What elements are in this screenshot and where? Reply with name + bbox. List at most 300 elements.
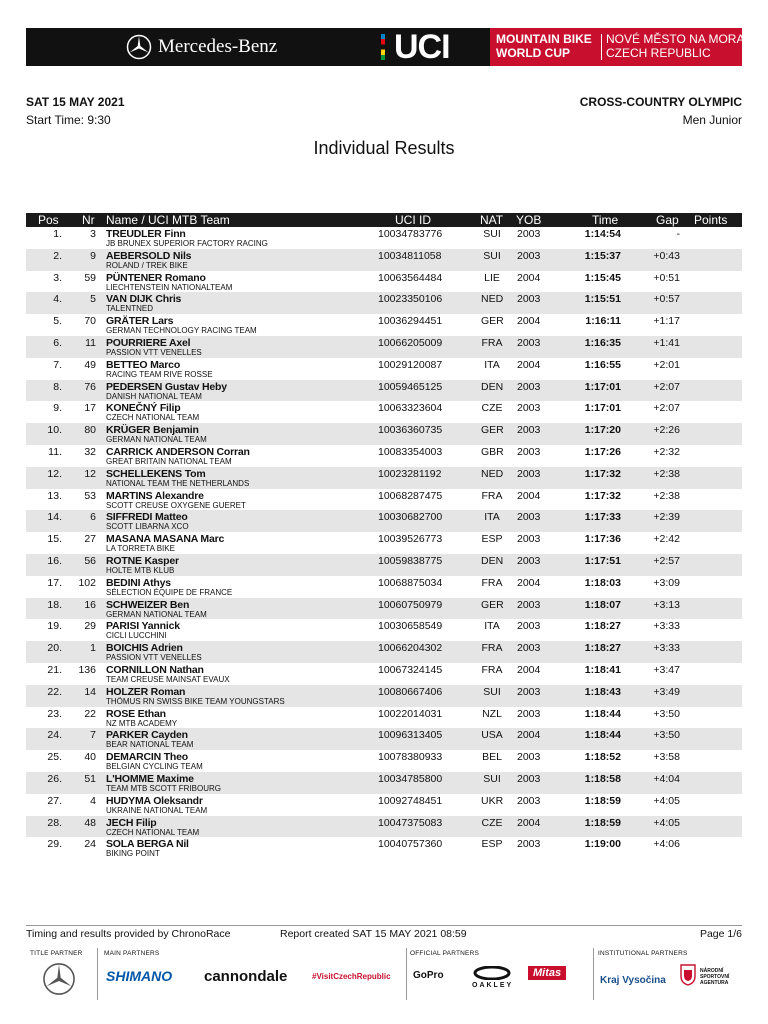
bib-number-cell: 1 bbox=[90, 642, 96, 655]
time-cell: 1:14:54 bbox=[584, 228, 621, 240]
time-cell: 1:17:20 bbox=[584, 424, 621, 437]
time-cell: 1:18:27 bbox=[584, 620, 621, 633]
gap-cell: +0:51 bbox=[653, 271, 680, 284]
year-of-birth-cell: 2003 bbox=[517, 424, 541, 437]
nationality-cell: GBR bbox=[481, 445, 504, 458]
uci-id-cell: 10067324145 bbox=[378, 663, 443, 676]
gap-cell: +0:43 bbox=[653, 249, 680, 262]
bib-number-cell: 11 bbox=[85, 336, 96, 349]
gap-cell: +3:33 bbox=[653, 642, 680, 655]
rider-name-cell: MASANA MASANA Marc bbox=[106, 533, 225, 546]
rider-name-cell: POURRIERE Axel bbox=[106, 336, 191, 349]
time-cell: 1:17:32 bbox=[584, 467, 621, 480]
nationality-cell: UKR bbox=[481, 794, 504, 807]
nationality-cell: DEN bbox=[481, 380, 504, 393]
time-cell: 1:17:33 bbox=[584, 511, 621, 524]
time-cell: 1:16:11 bbox=[585, 315, 621, 328]
uci-logo: UCI bbox=[394, 28, 450, 66]
nationality-cell: DEN bbox=[481, 554, 504, 567]
position-cell: 22. bbox=[47, 685, 62, 698]
time-cell: 1:18:43 bbox=[584, 685, 621, 698]
time-cell: 1:15:37 bbox=[584, 249, 621, 262]
position-cell: 6. bbox=[53, 336, 62, 349]
year-of-birth-cell: 2003 bbox=[517, 772, 541, 785]
bib-number-cell: 59 bbox=[84, 271, 96, 284]
team-name-cell: BEAR NATIONAL TEAM bbox=[106, 740, 194, 750]
table-row bbox=[26, 510, 742, 532]
visit-czech-logo: #VisitCzechRepublic bbox=[312, 972, 391, 981]
bib-number-cell: 24 bbox=[84, 838, 96, 851]
uci-id-cell: 10063323604 bbox=[378, 402, 443, 415]
nationality-cell: SUI bbox=[483, 228, 501, 240]
position-cell: 17. bbox=[47, 576, 62, 589]
time-cell: 1:18:58 bbox=[584, 772, 621, 785]
uci-id-cell: 10034783776 bbox=[378, 228, 443, 240]
table-header bbox=[26, 213, 742, 227]
time-cell: 1:18:41 bbox=[584, 663, 621, 676]
gap-cell: +3:47 bbox=[653, 663, 680, 676]
uci-id-cell: 10092748451 bbox=[378, 794, 443, 807]
bib-number-cell: 32 bbox=[84, 445, 96, 458]
uci-id-cell: 10034811058 bbox=[378, 249, 442, 262]
nationality-cell: GER bbox=[481, 598, 504, 611]
uci-id-cell: 10060750979 bbox=[378, 598, 443, 611]
team-name-cell: NZ MTB ACADEMY bbox=[106, 718, 178, 728]
year-of-birth-cell: 2004 bbox=[517, 358, 541, 371]
team-name-cell: LA TORRETA BIKE bbox=[106, 544, 175, 554]
bib-number-cell: 6 bbox=[90, 511, 96, 524]
table-row bbox=[26, 336, 742, 358]
position-cell: 23. bbox=[47, 707, 62, 720]
table-row bbox=[26, 707, 742, 729]
team-name-cell: JB BRUNEX SUPERIOR FACTORY RACING bbox=[106, 239, 268, 248]
team-name-cell: SCOTT CREUSE OXYGENE GUERET bbox=[106, 500, 246, 510]
rider-name-cell: BOICHIS Adrien bbox=[106, 642, 183, 655]
team-name-cell: GREAT BRITAIN NATIONAL TEAM bbox=[106, 456, 232, 466]
bib-number-cell: 12 bbox=[84, 467, 96, 480]
main-partners-label: MAIN PARTNERS bbox=[104, 950, 160, 957]
team-name-cell: UKRAINE NATIONAL TEAM bbox=[106, 805, 208, 815]
bib-number-cell: 70 bbox=[84, 315, 96, 328]
uci-id-cell: 10034785800 bbox=[378, 772, 443, 785]
year-of-birth-cell: 2003 bbox=[517, 707, 541, 720]
rider-name-cell: ROSE Ethan bbox=[106, 707, 166, 720]
gap-cell: +2:07 bbox=[653, 380, 680, 393]
time-cell: 1:16:55 bbox=[584, 358, 621, 371]
nationality-cell: NZL bbox=[482, 707, 502, 720]
time-cell: 1:18:44 bbox=[584, 707, 621, 720]
year-of-birth-cell: 2003 bbox=[517, 402, 541, 415]
event-category: Men Junior bbox=[682, 113, 742, 127]
table-row bbox=[26, 772, 742, 794]
oakley-logo: OAKLEY bbox=[472, 982, 514, 989]
rider-name-cell: PÜNTENER Romano bbox=[106, 271, 206, 284]
position-cell: 18. bbox=[47, 598, 62, 611]
nationality-cell: FRA bbox=[481, 489, 503, 502]
oakley-ellipse-icon bbox=[472, 966, 512, 980]
nationality-cell: CZE bbox=[481, 816, 503, 829]
rider-name-cell: PEDERSEN Gustav Heby bbox=[106, 380, 227, 393]
year-of-birth-cell: 2003 bbox=[517, 380, 541, 393]
table-row bbox=[26, 641, 742, 663]
shimano-logo: SHIMANO bbox=[106, 968, 173, 984]
sports-agency-logo: NÁRODNÍ SPORTOVNÍ AGENTURA bbox=[700, 968, 730, 986]
brand-name: Mercedes-Benz bbox=[158, 36, 278, 57]
team-name-cell: BELGIAN CYCLING TEAM bbox=[106, 762, 203, 772]
team-name-cell: GERMAN NATIONAL TEAM bbox=[106, 609, 207, 619]
time-cell: 1:16:35 bbox=[584, 336, 621, 349]
position-cell: 13. bbox=[47, 489, 62, 502]
year-of-birth-cell: 2003 bbox=[517, 554, 541, 567]
time-cell: 1:18:59 bbox=[584, 794, 621, 807]
gap-cell: +2:38 bbox=[653, 489, 680, 502]
nationality-cell: LIE bbox=[484, 271, 500, 284]
page-number: Page 1/6 bbox=[699, 928, 742, 940]
uci-id-cell: 10066204302 bbox=[378, 642, 443, 655]
gap-cell: +3:09 bbox=[653, 576, 680, 589]
footer-divider bbox=[26, 925, 742, 926]
position-cell: 20. bbox=[47, 642, 62, 655]
uci-id-cell: 10068287475 bbox=[378, 489, 443, 502]
team-name-cell: BIKING POINT bbox=[106, 849, 160, 859]
table-row bbox=[26, 794, 742, 816]
institutional-partners-label: INSTITUTIONAL PARTNERS bbox=[598, 950, 688, 957]
nationality-cell: ITA bbox=[484, 358, 500, 371]
rider-name-cell: SIFFREDI Matteo bbox=[106, 511, 188, 524]
bib-number-cell: 53 bbox=[84, 489, 96, 502]
team-name-cell: SCOTT LIBARNA XCO bbox=[106, 522, 189, 532]
position-cell: 9. bbox=[53, 402, 62, 415]
bib-number-cell: 7 bbox=[90, 729, 96, 742]
rider-name-cell: CARRICK ANDERSON Corran bbox=[106, 445, 250, 458]
team-name-cell: SÉLECTION ÉQUIPE DE FRANCE bbox=[106, 587, 233, 597]
position-cell: 5. bbox=[53, 315, 62, 328]
time-cell: 1:17:01 bbox=[584, 402, 621, 415]
partner-divider bbox=[97, 948, 98, 1000]
time-cell: 1:15:45 bbox=[584, 271, 621, 284]
bib-number-cell: 3 bbox=[90, 228, 96, 240]
rider-name-cell: HUDYMA Oleksandr bbox=[106, 794, 203, 807]
uci-id-cell: 10080667406 bbox=[378, 685, 443, 698]
team-name-cell: TEAM MTB SCOTT FRIBOURG bbox=[106, 783, 221, 793]
table-row bbox=[26, 750, 742, 772]
page-title: Individual Results bbox=[313, 138, 455, 158]
nationality-cell: FRA bbox=[481, 663, 503, 676]
position-cell: 27. bbox=[47, 794, 62, 807]
position-cell: 7. bbox=[53, 358, 62, 371]
rider-name-cell: KRÜGER Benjamin bbox=[106, 424, 199, 437]
rider-name-cell: CORNILLON Nathan bbox=[106, 663, 204, 676]
year-of-birth-cell: 2004 bbox=[517, 489, 541, 502]
team-name-cell: RACING TEAM RIVE ROSSE bbox=[106, 369, 213, 379]
mercedes-star-icon bbox=[42, 962, 76, 996]
bib-number-cell: 80 bbox=[84, 424, 96, 437]
uci-id-cell: 10039526773 bbox=[378, 533, 443, 546]
cannondale-logo: cannondale bbox=[204, 968, 288, 985]
bib-number-cell: 136 bbox=[78, 663, 96, 676]
uci-id-cell: 10030658549 bbox=[378, 620, 443, 633]
year-of-birth-cell: 2003 bbox=[517, 642, 541, 655]
time-cell: 1:17:36 bbox=[584, 533, 621, 546]
position-cell: 21. bbox=[47, 663, 62, 676]
gap-cell: +4:04 bbox=[653, 772, 680, 785]
rider-name-cell: DEMARCIN Theo bbox=[106, 751, 188, 764]
start-time: Start Time: 9:30 bbox=[26, 113, 111, 127]
position-cell: 24. bbox=[47, 729, 62, 742]
time-cell: 1:19:00 bbox=[584, 838, 621, 851]
position-cell: 26. bbox=[47, 772, 62, 785]
venue-name: NOVÉ MĚSTO NA MORAVĚ CZECH REPUBLIC bbox=[606, 32, 760, 60]
nationality-cell: SUI bbox=[483, 685, 501, 698]
table-row bbox=[26, 728, 742, 750]
bib-number-cell: 22 bbox=[84, 707, 96, 720]
rider-name-cell: HOLZER Roman bbox=[106, 685, 186, 698]
gap-cell: +2:32 bbox=[653, 445, 680, 458]
gap-cell: +3:50 bbox=[653, 729, 680, 742]
time-cell: 1:15:51 bbox=[584, 293, 621, 306]
gap-cell: +2:01 bbox=[653, 358, 680, 371]
uci-id-cell: 10059465125 bbox=[378, 380, 443, 393]
event-banner bbox=[26, 28, 760, 66]
bib-number-cell: 48 bbox=[84, 816, 96, 829]
col-uci-id: UCI ID bbox=[395, 213, 431, 227]
bib-number-cell: 76 bbox=[84, 380, 96, 393]
report-created: Report created SAT 15 MAY 2021 08:59 bbox=[280, 928, 467, 940]
uci-id-cell: 10022014031 bbox=[378, 707, 443, 720]
gap-cell: +2:57 bbox=[653, 554, 680, 567]
bib-number-cell: 40 bbox=[84, 751, 96, 764]
position-cell: 28. bbox=[47, 816, 62, 829]
team-name-cell: DANISH NATIONAL TEAM bbox=[106, 391, 202, 401]
nationality-cell: ITA bbox=[484, 620, 500, 633]
year-of-birth-cell: 2003 bbox=[517, 751, 541, 764]
results-table bbox=[26, 227, 742, 859]
table-row bbox=[26, 489, 742, 511]
uci-id-cell: 10083354003 bbox=[378, 445, 443, 458]
year-of-birth-cell: 2004 bbox=[517, 729, 541, 742]
gap-cell: +2:38 bbox=[653, 467, 680, 480]
position-cell: 16. bbox=[47, 554, 62, 567]
team-name-cell: TALENTNED bbox=[106, 304, 153, 314]
timing-credit: Timing and results provided by ChronoRace bbox=[26, 928, 231, 940]
year-of-birth-cell: 2003 bbox=[517, 511, 541, 524]
position-cell: 11. bbox=[48, 445, 62, 458]
table-row bbox=[26, 292, 742, 314]
gap-cell: +4:05 bbox=[653, 794, 680, 807]
table-row bbox=[26, 837, 742, 859]
rider-name-cell: BEDINI Athys bbox=[106, 576, 171, 589]
bib-number-cell: 5 bbox=[90, 293, 96, 306]
gap-cell: +2:07 bbox=[653, 402, 680, 415]
year-of-birth-cell: 2003 bbox=[517, 336, 541, 349]
team-name-cell: NATIONAL TEAM THE NETHERLANDS bbox=[106, 478, 250, 488]
uci-id-cell: 10078380933 bbox=[378, 751, 443, 764]
bib-number-cell: 27 bbox=[84, 533, 96, 546]
nationality-cell: NED bbox=[481, 467, 504, 480]
bib-number-cell: 9 bbox=[90, 249, 96, 262]
position-cell: 3. bbox=[53, 271, 62, 284]
table-row bbox=[26, 816, 742, 838]
nationality-cell: BEL bbox=[482, 751, 502, 764]
rider-name-cell: JECH Filip bbox=[106, 816, 157, 829]
nationality-cell: ESP bbox=[481, 533, 503, 546]
table-row bbox=[26, 445, 742, 467]
team-name-cell: LIECHTENSTEIN NATIONALTEAM bbox=[106, 282, 233, 292]
bib-number-cell: 4 bbox=[90, 794, 96, 807]
position-cell: 25. bbox=[47, 751, 62, 764]
table-row bbox=[26, 358, 742, 380]
partner-divider bbox=[406, 948, 407, 1000]
year-of-birth-cell: 2004 bbox=[517, 315, 541, 328]
table-row bbox=[26, 663, 742, 685]
uci-id-cell: 10068875034 bbox=[378, 576, 443, 589]
uci-id-cell: 10096313405 bbox=[378, 729, 443, 742]
table-row bbox=[26, 314, 742, 336]
rider-name-cell: VAN DIJK Chris bbox=[106, 293, 182, 306]
event-discipline: CROSS-COUNTRY OLYMPIC bbox=[579, 95, 742, 109]
nationality-cell: GER bbox=[481, 424, 504, 437]
gap-cell: - bbox=[676, 228, 680, 240]
position-cell: 19. bbox=[47, 620, 62, 633]
position-cell: 15. bbox=[47, 533, 62, 546]
rider-name-cell: L'HOMME Maxime bbox=[106, 772, 194, 785]
team-name-cell: PASSION VTT VENELLES bbox=[106, 653, 202, 663]
year-of-birth-cell: 2004 bbox=[517, 576, 541, 589]
table-row bbox=[26, 227, 742, 249]
year-of-birth-cell: 2004 bbox=[517, 271, 541, 284]
gap-cell: +2:39 bbox=[653, 511, 680, 524]
nationality-cell: USA bbox=[481, 729, 503, 742]
uci-id-cell: 10030682700 bbox=[378, 511, 443, 524]
year-of-birth-cell: 2003 bbox=[517, 794, 541, 807]
czech-shield-icon bbox=[680, 964, 696, 986]
uci-id-cell: 10047375083 bbox=[378, 816, 443, 829]
time-cell: 1:18:52 bbox=[584, 751, 621, 764]
year-of-birth-cell: 2003 bbox=[517, 445, 541, 458]
table-row bbox=[26, 619, 742, 641]
nationality-cell: SUI bbox=[483, 249, 501, 262]
position-cell: 4. bbox=[53, 293, 62, 306]
rider-name-cell: PARKER Cayden bbox=[106, 729, 188, 742]
table-row bbox=[26, 576, 742, 598]
gap-cell: +3:49 bbox=[653, 685, 680, 698]
gap-cell: +0:57 bbox=[653, 293, 680, 306]
time-cell: 1:18:07 bbox=[584, 598, 621, 611]
table-row bbox=[26, 271, 742, 293]
team-name-cell: HOLTE MTB KLUB bbox=[106, 565, 175, 575]
kraj-vysocina-logo: Kraj Vysočina bbox=[600, 975, 666, 986]
year-of-birth-cell: 2003 bbox=[517, 838, 541, 851]
position-cell: 2. bbox=[53, 249, 62, 262]
rider-name-cell: KONEČNÝ Filip bbox=[106, 402, 181, 415]
position-cell: 8. bbox=[53, 380, 62, 393]
rider-name-cell: SCHELLEKENS Tom bbox=[106, 467, 206, 480]
table-row bbox=[26, 401, 742, 423]
uci-id-cell: 10036294451 bbox=[378, 315, 443, 328]
position-cell: 14. bbox=[47, 511, 62, 524]
gap-cell: +1:41 bbox=[653, 336, 680, 349]
mitas-logo: Mitas bbox=[528, 966, 566, 980]
bib-number-cell: 14 bbox=[84, 685, 96, 698]
col-name: Name / UCI MTB Team bbox=[106, 213, 230, 227]
year-of-birth-cell: 2003 bbox=[517, 620, 541, 633]
time-cell: 1:18:59 bbox=[584, 816, 621, 829]
official-partners-label: OFFICIAL PARTNERS bbox=[410, 950, 480, 957]
year-of-birth-cell: 2003 bbox=[517, 228, 541, 240]
uci-id-cell: 10023350106 bbox=[378, 293, 443, 306]
uci-id-cell: 10029120087 bbox=[378, 358, 443, 371]
nationality-cell: FRA bbox=[481, 336, 503, 349]
time-cell: 1:17:51 bbox=[584, 554, 621, 567]
time-cell: 1:17:26 bbox=[584, 445, 621, 458]
partner-divider bbox=[593, 948, 594, 1000]
team-name-cell: THÖMUS RN SWISS BIKE TEAM YOUNGSTARS bbox=[106, 696, 285, 706]
col-points: Points bbox=[694, 213, 728, 227]
position-cell: 1. bbox=[53, 228, 62, 240]
col-nr: Nr bbox=[82, 213, 95, 227]
team-name-cell: TEAM CREUSE MAINSAT EVAUX bbox=[106, 674, 230, 684]
uci-id-cell: 10066205009 bbox=[378, 336, 443, 349]
table-row bbox=[26, 685, 742, 707]
nationality-cell: SUI bbox=[483, 772, 501, 785]
col-time: Time bbox=[592, 213, 619, 227]
nationality-cell: GER bbox=[481, 315, 504, 328]
year-of-birth-cell: 2003 bbox=[517, 467, 541, 480]
col-yob: YOB bbox=[516, 213, 542, 227]
time-cell: 1:17:01 bbox=[584, 380, 621, 393]
series-name: MOUNTAIN BIKE WORLD CUP bbox=[496, 32, 592, 60]
nationality-cell: ESP bbox=[481, 838, 503, 851]
table-row bbox=[26, 467, 742, 489]
rider-name-cell: BETTEO Marco bbox=[106, 358, 181, 371]
event-date: SAT 15 MAY 2021 bbox=[26, 95, 125, 109]
gap-cell: +2:42 bbox=[653, 533, 680, 546]
rider-name-cell: SCHWEIZER Ben bbox=[106, 598, 190, 611]
team-name-cell: GERMAN NATIONAL TEAM bbox=[106, 435, 207, 445]
bib-number-cell: 51 bbox=[84, 772, 96, 785]
bib-number-cell: 29 bbox=[84, 620, 96, 633]
time-cell: 1:18:03 bbox=[584, 576, 621, 589]
uci-id-cell: 10036360735 bbox=[378, 424, 443, 437]
rider-name-cell: MARTINS Alexandre bbox=[106, 489, 204, 502]
gap-cell: +4:06 bbox=[653, 838, 680, 851]
table-row bbox=[26, 249, 742, 271]
gap-cell: +1:17 bbox=[653, 315, 680, 328]
nationality-cell: FRA bbox=[481, 642, 503, 655]
nationality-cell: CZE bbox=[481, 402, 503, 415]
year-of-birth-cell: 2003 bbox=[517, 293, 541, 306]
col-gap: Gap bbox=[656, 213, 679, 227]
gap-cell: +3:13 bbox=[653, 598, 680, 611]
year-of-birth-cell: 2003 bbox=[517, 598, 541, 611]
bib-number-cell: 56 bbox=[84, 554, 96, 567]
bib-number-cell: 102 bbox=[78, 576, 96, 589]
position-cell: 29. bbox=[47, 838, 62, 851]
time-cell: 1:18:44 bbox=[584, 729, 621, 742]
gap-cell: +2:26 bbox=[653, 424, 680, 437]
team-name-cell: PASSION VTT VENELLES bbox=[106, 347, 202, 357]
rider-name-cell: AEBERSOLD Nils bbox=[106, 249, 192, 262]
table-row bbox=[26, 554, 742, 576]
rider-name-cell: GRÄTER Lars bbox=[106, 315, 174, 328]
team-name-cell: GERMAN TECHNOLOGY RACING TEAM bbox=[106, 326, 257, 336]
uci-stripes bbox=[381, 34, 385, 60]
table-row bbox=[26, 598, 742, 620]
position-cell: 12. bbox=[47, 467, 62, 480]
nationality-cell: ITA bbox=[484, 511, 500, 524]
uci-id-cell: 10059838775 bbox=[378, 554, 443, 567]
year-of-birth-cell: 2003 bbox=[517, 533, 541, 546]
